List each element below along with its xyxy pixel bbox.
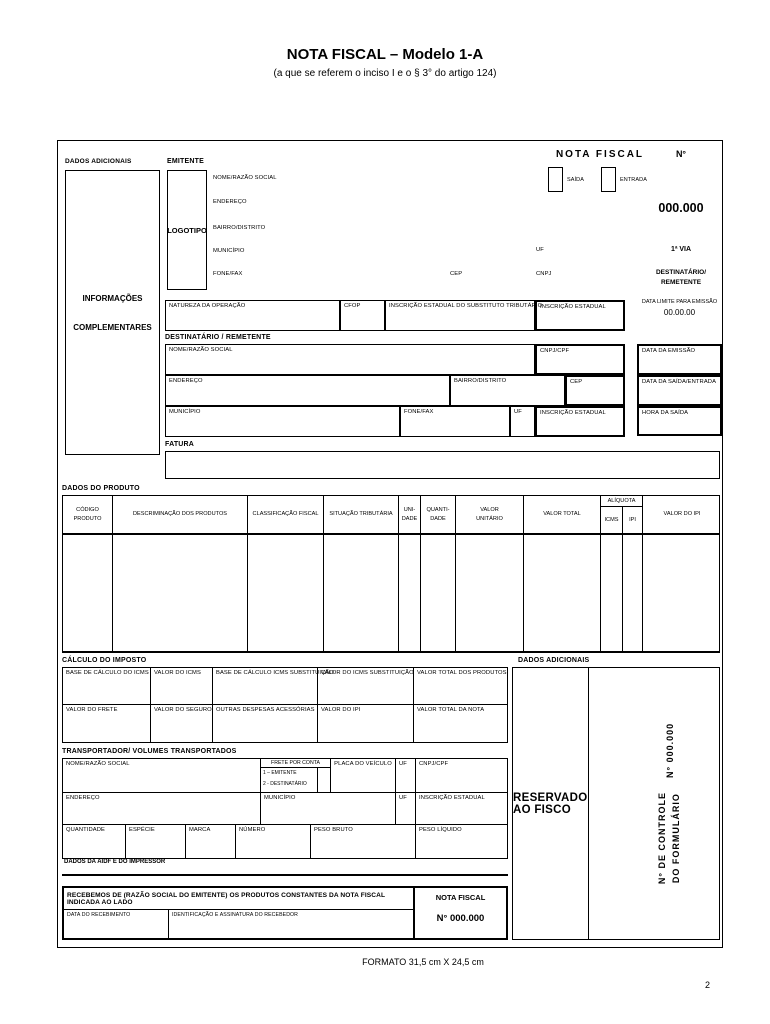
recebemos-numero: N° 000.000 [436, 913, 485, 924]
dest-bairro-field: BAIRRO/DISTRITO [450, 375, 565, 406]
complementares-label: COMPLEMENTARES [73, 322, 152, 332]
imposto-table [62, 667, 508, 743]
cfop-field: CFOP [340, 300, 385, 331]
dados-adicionais-left-label: DADOS ADICIONAIS [65, 158, 132, 165]
frete-codigo-box [317, 768, 330, 792]
col-valor-total: VALOR TOTAL [524, 496, 601, 533]
produtos-header-row [62, 495, 720, 535]
data-limite-label: DATA LIMITE PARA EMISSÃO [641, 299, 718, 305]
col-quantidade: QUANTI- DADE [421, 496, 456, 533]
format-note: FORMATO 31,5 cm X 24,5 cm [362, 957, 484, 967]
controle-formulario-label: N° DE CONTROLE DO FORMULÁRIO [656, 792, 681, 885]
saida-label: SAÍDA [567, 177, 585, 183]
entrada-checkbox [601, 167, 616, 192]
produtos-table [62, 495, 720, 653]
data-limite-value: 00.00.00 [663, 308, 696, 317]
recebemos-texto: RECEBEMOS DE (RAZÃO SOCIAL DO EMITENTE) OS PRODUTOS CONSTANTES DA NOTA FISCAL INDICADA AO LADO [64, 888, 413, 910]
controle-formulario-strip [589, 668, 750, 939]
recebemos-nota-fiscal-label: NOTA FISCAL [435, 893, 486, 902]
imposto-row-2: VALOR DO FRETE VALOR DO SEGURO OUTRAS DESPESAS ACESSÓRIAS VALOR DO IPI VALOR TOTAL DA NOTA [63, 705, 507, 742]
logotipo-label: LOGOTIPO [167, 225, 207, 235]
page-number: 2 [705, 980, 711, 990]
destinatario-section-label: DESTINATÁRIO / REMETENTE [165, 334, 271, 341]
numero-value: 000.000 [658, 201, 704, 215]
numero-label: N° [675, 149, 687, 159]
emitente-cnpj-label: CNPJ [536, 271, 552, 277]
col-valor-unitario: VALOR UNITÁRIO [456, 496, 524, 533]
dest-municipio-field: MUNICÍPIO [165, 406, 400, 437]
informacoes-label: INFORMAÇÕES [82, 293, 143, 303]
recebemos-nota-fiscal-cell [413, 888, 506, 938]
fatura-section-label: FATURA [165, 441, 195, 448]
data-emissao-field: DATA DA EMISSÃO [637, 344, 722, 375]
logotipo-box [167, 170, 207, 290]
informacoes-complementares-box [65, 170, 160, 455]
transportador-row-2: ENDEREÇO MUNICÍPIO UF INSCRIÇÃO ESTADUAL [63, 793, 507, 825]
transportador-row-3: QUANTIDADE ESPÉCIE MARCA NÚMERO PESO BRUTO PESO LÍQUIDO [63, 825, 507, 858]
dest-cep-field: CEP [565, 375, 625, 406]
imposto-section-label: CÁLCULO DO IMPOSTO [62, 657, 147, 664]
produtos-body-row [62, 535, 720, 653]
saida-checkbox [548, 167, 563, 192]
emitente-section-label: EMITENTE [167, 158, 204, 165]
ie-emitente-field: INSCRIÇÃO ESTADUAL [535, 300, 625, 331]
col-aliquota-ipi: IPI [629, 517, 636, 523]
produtos-section-label: DADOS DO PRODUTO [62, 485, 140, 492]
emitente-municipio-label: MUNICÍPIO [213, 248, 245, 254]
col-unidade: UNI- DADE [399, 496, 421, 533]
col-classificacao: CLASSIFICAÇÃO FISCAL [248, 496, 324, 533]
col-aliquota-icms: ICMS [601, 507, 623, 533]
natureza-operacao-field: NATUREZA DA OPERAÇÃO [165, 300, 340, 331]
destinatario-remetente-label: DESTINATÁRIO/ REMETENTE [655, 269, 707, 287]
aidf-section-label: DADOS DA AIDF E DO IMPRESSOR [64, 859, 166, 865]
fatura-box [165, 451, 720, 479]
nota-fiscal-title: NOTA FISCAL [555, 149, 645, 160]
page-title: NOTA FISCAL – Modelo 1-A [286, 46, 484, 63]
identificacao-recebedor-field: IDENTIFICAÇÃO E ASSINATURA DO RECEBEDOR [172, 912, 299, 918]
controle-formulario-numero: N° 000.000 [664, 722, 675, 779]
col-valor-ipi: VALOR DO IPI [663, 511, 701, 518]
data-recebimento-field: DATA DO RECEBIMENTO [64, 910, 169, 938]
transportador-section-label: TRANSPORTADOR/ VOLUMES TRANSPORTADOS [62, 748, 237, 755]
ie-substituto-field: INSCRIÇÃO ESTADUAL DO SUBSTITUTO TRIBUTÁRIO [385, 300, 535, 331]
col-descricao: DESCRIMINAÇÃO DOS PRODUTOS [113, 496, 248, 533]
hora-saida-field: HORA DA SAÍDA [637, 406, 722, 436]
emitente-nome-label: NOME/RAZÃO SOCIAL [213, 175, 277, 181]
entrada-label: ENTRADA [620, 177, 647, 183]
emitente-endereco-label: ENDEREÇO [213, 199, 247, 205]
emitente-cep-label: CEP [450, 271, 463, 277]
transportador-row-1: NOME/RAZÃO SOCIAL FRETE POR CONTA 1 – EMITENTE 2 - DESTINATÁRIO PLACA DO VEÍCULO UF CNPJ/CPF [63, 759, 507, 793]
via-label: 1ª VIA [670, 246, 692, 253]
emitente-uf-label: UF [536, 247, 544, 253]
dados-adicionais-section-label: DADOS ADICIONAIS [518, 657, 590, 664]
dest-uf-field: UF [510, 406, 535, 437]
col-aliquota: ALÍQUOTA ICMS IPI [601, 496, 643, 533]
dest-nome-field: NOME/RAZÃO SOCIAL [165, 344, 535, 375]
data-limite-block [637, 299, 722, 317]
dest-endereco-field: ENDEREÇO [165, 375, 450, 406]
reservado-fisco-label: RESERVADO AO FISCO [513, 791, 588, 816]
page-subtitle: (a que se referem o inciso I e o § 3° do artigo 124) [273, 68, 497, 79]
recebemos-box [62, 886, 508, 940]
emitente-bairro-label: BAIRRO/DISTRITO [213, 225, 266, 231]
col-situacao: SITUAÇÃO TRIBUTÁRIA [324, 496, 399, 533]
dest-fone-field: FONE/FAX [400, 406, 510, 437]
aidf-divider [62, 874, 508, 876]
emitente-fone-label: FONE/FAX [213, 271, 243, 277]
reservado-fisco-area [513, 668, 589, 939]
imposto-row-1: BASE DE CÁLCULO DO ICMS VALOR DO ICMS BASE DE CÁLCULO ICMS SUBSTITUIÇÃO VALOR DO ICMS SUBSTITUIÇÃO VALOR TOTAL DOS PRODUTOS [63, 668, 507, 705]
data-saida-field: DATA DA SAÍDA/ENTRADA [637, 375, 722, 406]
frete-por-conta-cell: FRETE POR CONTA 1 – EMITENTE 2 - DESTINATÁRIO [261, 759, 331, 792]
dest-cnpj-cpf-field: CNPJ/CPF [535, 344, 625, 375]
transportador-table [62, 758, 508, 859]
col-codigo-produto: CÓDIGO PRODUTO [63, 496, 113, 533]
dest-ie-field: INSCRIÇÃO ESTADUAL [535, 406, 625, 437]
dados-adicionais-box [512, 667, 720, 940]
